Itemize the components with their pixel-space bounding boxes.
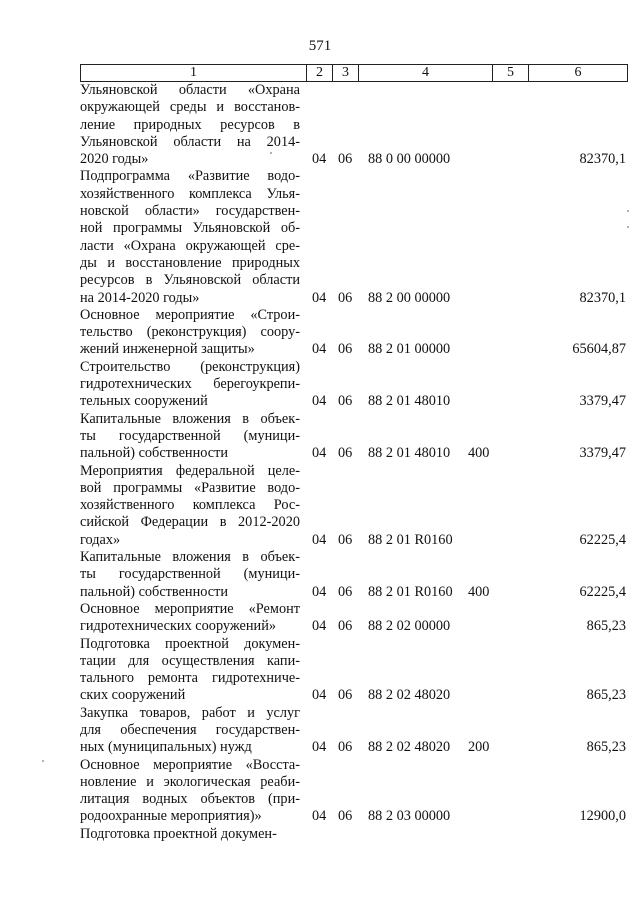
- table-row: [80, 601, 628, 636]
- scan-speck: [627, 210, 629, 212]
- scan-speck: [627, 226, 629, 228]
- subsection-code: 06: [338, 808, 353, 825]
- description-line: Основное мероприятие «Восста-: [80, 756, 300, 773]
- header-col-3: 3: [333, 65, 359, 81]
- table-row: [80, 359, 628, 411]
- row-description: [80, 168, 300, 306]
- section-code: 04: [312, 393, 327, 410]
- table-body: [80, 82, 628, 843]
- amount: 65604,87: [572, 341, 626, 358]
- amount: 865,23: [586, 618, 626, 635]
- table-row: [80, 411, 628, 463]
- amount: 62225,4: [579, 583, 626, 600]
- subsection-code: 06: [338, 393, 353, 410]
- amount: 865,23: [586, 687, 626, 704]
- description-line: тального ремонта гидротехниче-: [80, 670, 300, 687]
- description-line: литация водных объектов (при-: [80, 791, 300, 808]
- description-line: гидротехнических сооружений»: [80, 618, 277, 635]
- section-code: 04: [312, 151, 327, 168]
- expense-type-code: 200: [468, 739, 490, 756]
- header-col-2: 2: [307, 65, 333, 81]
- description-line: жений инженерной защиты»: [80, 341, 255, 358]
- description-line: 2020 годы»: [80, 151, 149, 168]
- description-line: хозяйственного комплекса Улья-: [80, 185, 300, 202]
- page-number: 571: [308, 38, 332, 54]
- description-line: новской области» государствен-: [80, 203, 300, 220]
- table-row: [80, 826, 628, 843]
- amount: 3379,47: [579, 445, 626, 462]
- description-line: Подготовка проектной докумен-: [80, 825, 277, 842]
- description-line: ты государственной (муници-: [80, 427, 300, 444]
- target-article-code: 88 2 01 48010: [368, 445, 451, 462]
- section-code: 04: [312, 808, 327, 825]
- description-line: сийской Федерации в 2012-2020: [80, 514, 300, 531]
- section-code: 04: [312, 289, 327, 306]
- section-code: 04: [312, 583, 327, 600]
- subsection-code: 06: [338, 531, 353, 548]
- table-row: [80, 757, 628, 826]
- header-col-5: 5: [493, 65, 529, 81]
- target-article-code: 88 2 02 48020: [368, 739, 451, 756]
- subsection-code: 06: [338, 739, 353, 756]
- description-line: Закупка товаров, работ и услуг: [80, 704, 300, 721]
- amount: 82370,1: [579, 289, 626, 306]
- description-line: ских сооружений: [80, 687, 186, 704]
- table-row: [80, 549, 628, 601]
- scan-speck: [42, 760, 44, 762]
- target-article-code: 88 2 01 48010: [368, 393, 451, 410]
- expense-type-code: 400: [468, 445, 490, 462]
- description-line: пальной) собственности: [80, 583, 228, 600]
- subsection-code: 06: [338, 445, 353, 462]
- description-line: ной программы Ульяновской об-: [80, 220, 300, 237]
- description-line: вой программы «Развитие водо-: [80, 479, 300, 496]
- target-article-code: 88 2 01 R0160: [368, 583, 453, 600]
- scan-speck: [270, 152, 272, 154]
- description-line: тельных сооружений: [80, 393, 208, 410]
- description-line: гидротехнических берегоукрепи-: [80, 376, 300, 393]
- table-row: [80, 463, 628, 549]
- target-article-code: 88 2 00 00000: [368, 289, 451, 306]
- description-line: годах»: [80, 531, 121, 548]
- description-line: хозяйственного комплекса Рос-: [80, 497, 300, 514]
- header-col-1: 1: [81, 65, 307, 81]
- description-line: тельство (реконструкция) соору-: [80, 324, 300, 341]
- subsection-code: 06: [338, 687, 353, 704]
- description-line: Строительство (реконструкция): [80, 358, 300, 375]
- table-row: [80, 307, 628, 359]
- description-line: Капитальные вложения в объек-: [80, 410, 300, 427]
- description-line: Подготовка проектной докумен-: [80, 635, 300, 652]
- description-line: ресурсов в Ульяновской области: [80, 272, 300, 289]
- expense-type-code: 400: [468, 583, 490, 600]
- section-code: 04: [312, 739, 327, 756]
- target-article-code: 88 0 00 00000: [368, 151, 451, 168]
- section-code: 04: [312, 531, 327, 548]
- description-line: тации для осуществления капи-: [80, 652, 300, 669]
- description-line: Подпрограмма «Развитие водо-: [80, 168, 300, 185]
- section-code: 04: [312, 341, 327, 358]
- description-line: Основное мероприятие «Ремонт: [80, 600, 300, 617]
- description-line: Капитальные вложения в объек-: [80, 549, 300, 566]
- subsection-code: 06: [338, 289, 353, 306]
- header-col-6: 6: [574, 65, 582, 80]
- description-line: на 2014-2020 годы»: [80, 289, 200, 306]
- description-line: родоохранные мероприятия)»: [80, 808, 262, 825]
- description-line: ласти «Охрана окружающей сре-: [80, 237, 300, 254]
- description-line: ление природных ресурсов в: [80, 116, 300, 133]
- description-line: Ульяновской области «Охрана: [80, 82, 300, 98]
- table-header: [80, 64, 628, 82]
- description-line: новление и экологическая реаби-: [80, 773, 300, 790]
- amount: 82370,1: [579, 151, 626, 168]
- subsection-code: 06: [338, 618, 353, 635]
- table-row: [80, 168, 628, 306]
- target-article-code: 88 2 01 R0160: [368, 531, 453, 548]
- section-code: 04: [312, 445, 327, 462]
- description-line: Ульяновской области на 2014-: [80, 133, 300, 150]
- description-line: Основное мероприятие «Строи-: [80, 306, 300, 323]
- section-code: 04: [312, 687, 327, 704]
- description-line: ды и восстановление природных: [80, 254, 300, 271]
- subsection-code: 06: [338, 583, 353, 600]
- section-code: 04: [312, 618, 327, 635]
- table-row: [80, 705, 628, 757]
- subsection-code: 06: [338, 151, 353, 168]
- amount: 62225,4: [579, 531, 626, 548]
- target-article-code: 88 2 01 00000: [368, 341, 451, 358]
- amount: 865,23: [586, 739, 626, 756]
- amount: 3379,47: [579, 393, 626, 410]
- target-article-code: 88 2 03 00000: [368, 808, 451, 825]
- amount: 12900,0: [579, 808, 626, 825]
- target-article-code: 88 2 02 00000: [368, 618, 451, 635]
- description-line: пальной) собственности: [80, 445, 228, 462]
- subsection-code: 06: [338, 341, 353, 358]
- header-col-4: 4: [359, 65, 493, 81]
- table-row: [80, 636, 628, 705]
- description-line: для обеспечения государствен-: [80, 721, 300, 738]
- description-line: окружающей среды и восстанов-: [80, 99, 300, 116]
- table-row: [80, 82, 628, 168]
- description-line: ных (муниципальных) нужд: [80, 739, 252, 756]
- description-line: ты государственной (муници-: [80, 566, 300, 583]
- description-line: Мероприятия федеральной целе-: [80, 462, 300, 479]
- target-article-code: 88 2 02 48020: [368, 687, 451, 704]
